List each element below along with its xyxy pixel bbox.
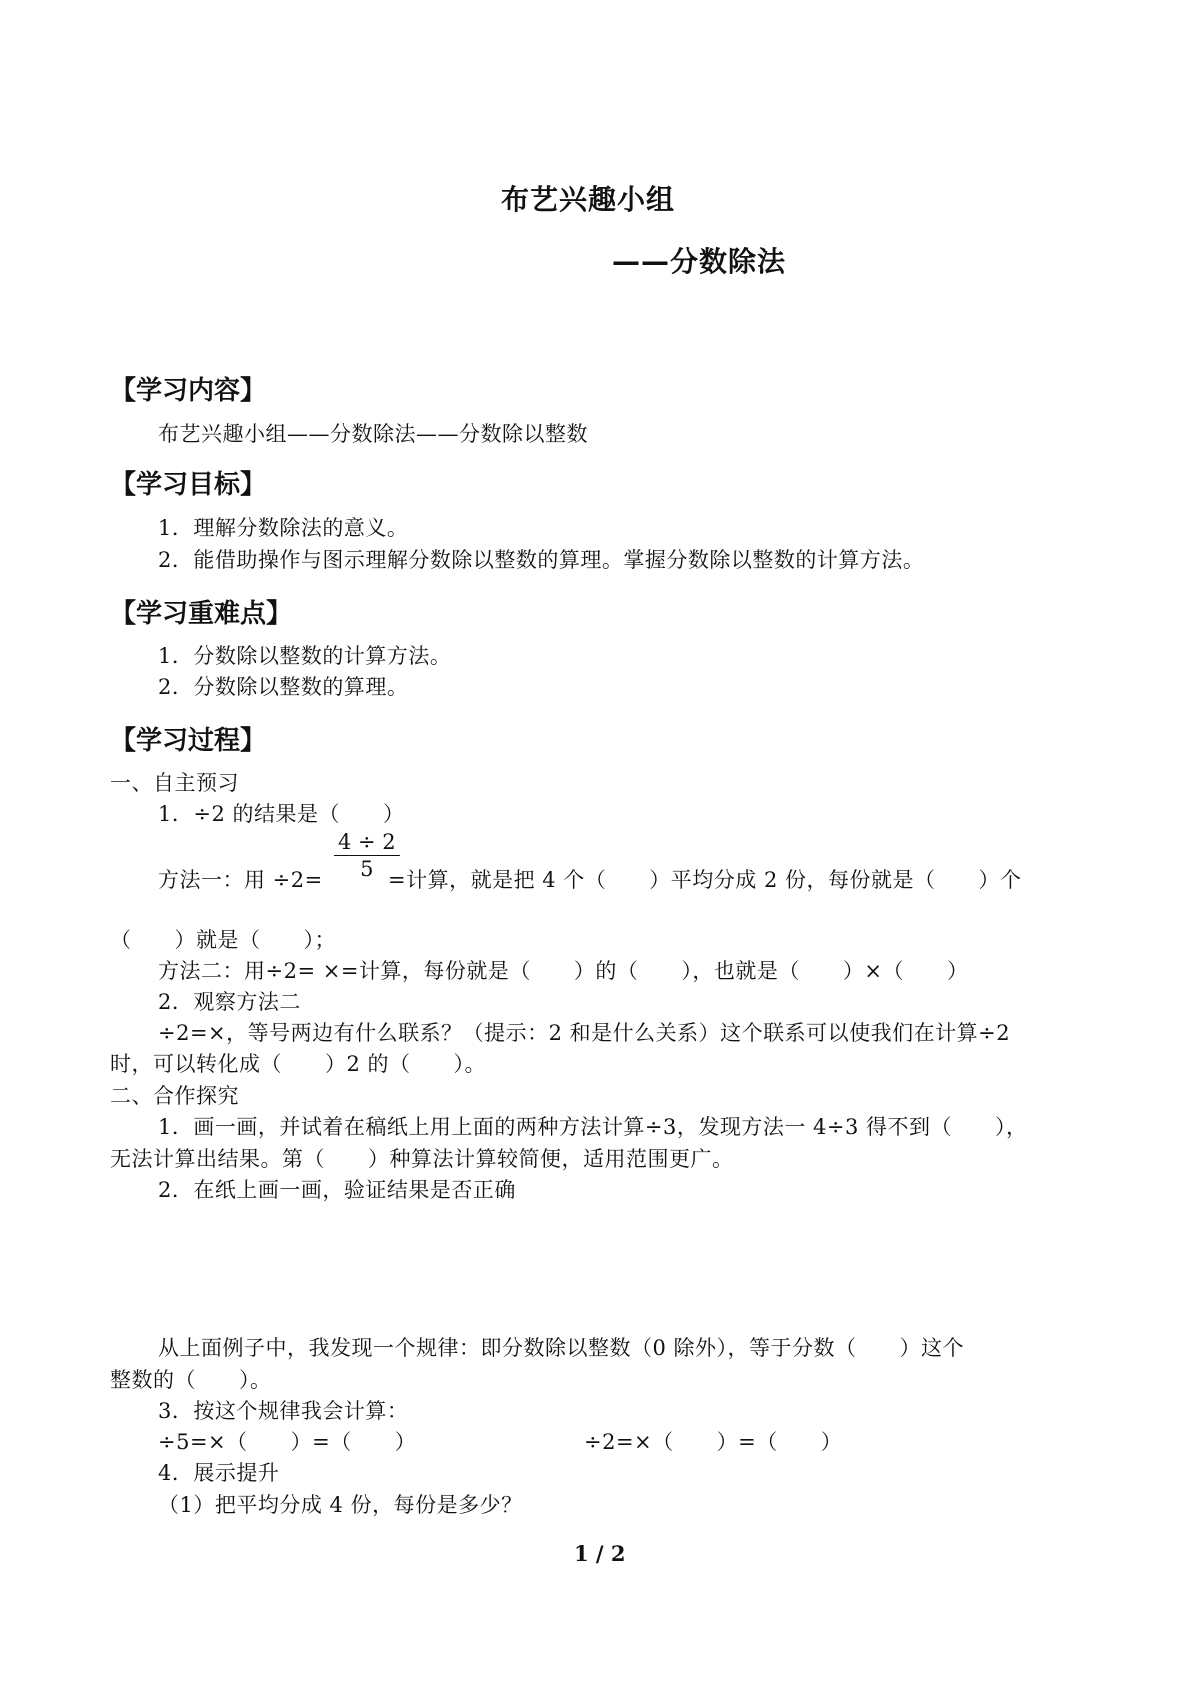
method-one-suffix: =计算，就是把 4 个（ ）平均分成 2 份，每份就是（ ）个 [388,868,1022,892]
question-text: ÷2=×，等号两边有什么联系？（提示：2 和是什么关系）这个联系可以使我们在计算÷2 [158,1021,1011,1045]
question-item: 2．观察方法二 [158,990,301,1014]
method-one-prefix: 方法一：用 ÷2= [158,868,323,892]
calculation-b: ÷2=×（ ）=（ ） [584,1430,843,1454]
rule-text: 从上面例子中，我发现一个规律：即分数除以整数（0 除外），等于分数（ ）这个 [158,1336,965,1360]
section-heading-content: 【学习内容】 [110,376,267,406]
question-subitem: （1）把平均分成 4 份，每份是多少？ [158,1493,523,1517]
goal-item: 2．能借助操作与图示理解分数除以整数的算理。掌握分数除以整数的计算方法。 [158,548,925,572]
goal-item: 1．理解分数除法的意义。 [158,516,409,540]
keypoint-item: 2．分数除以整数的算理。 [158,675,409,699]
method-one-continued: （ ）就是（ ）； [110,928,336,952]
part-heading: 二、合作探究 [110,1084,239,1108]
question-text: 时，可以转化成（ ）2 的（ ）。 [110,1052,487,1076]
question-text: 无法计算出结果。第（ ）种算法计算较简便，适用范围更广。 [110,1147,734,1171]
calculation-a: ÷5=×（ ）=（ ） [158,1430,417,1454]
page-number: 1 / 2 [574,1541,626,1566]
section-heading-keypoints: 【学习重难点】 [110,599,293,629]
part-heading: 一、自主预习 [110,771,239,795]
document-subtitle: ——分数除法 [612,245,787,278]
section-heading-goals: 【学习目标】 [110,470,267,500]
question-item: 2．在纸上画一画，验证结果是否正确 [158,1178,516,1202]
question-item: 3．按这个规律我会计算： [158,1399,409,1423]
document-title: 布艺兴趣小组 [501,183,676,216]
method-two: 方法二：用÷2= ×=计算，每份就是（ ）的（ ），也就是（ ）×（ ） [158,959,969,983]
question-text: 1．画一画，并试着在稿纸上用上面的两种方法计算÷3，发现方法一 4÷3 得不到（ ）， [158,1115,1028,1139]
content-text: 布艺兴趣小组——分数除法——分数除以整数 [158,422,588,446]
question-item: 4．展示提升 [158,1461,280,1485]
section-heading-process: 【学习过程】 [110,726,267,756]
keypoint-item: 1．分数除以整数的计算方法。 [158,644,452,668]
question-item: 1．÷2 的结果是（ ） [158,802,405,826]
rule-text: 整数的（ ）。 [110,1368,272,1392]
fraction-numerator: 4 ÷ 2 [334,829,400,856]
fraction-denominator: 5 [360,857,374,881]
